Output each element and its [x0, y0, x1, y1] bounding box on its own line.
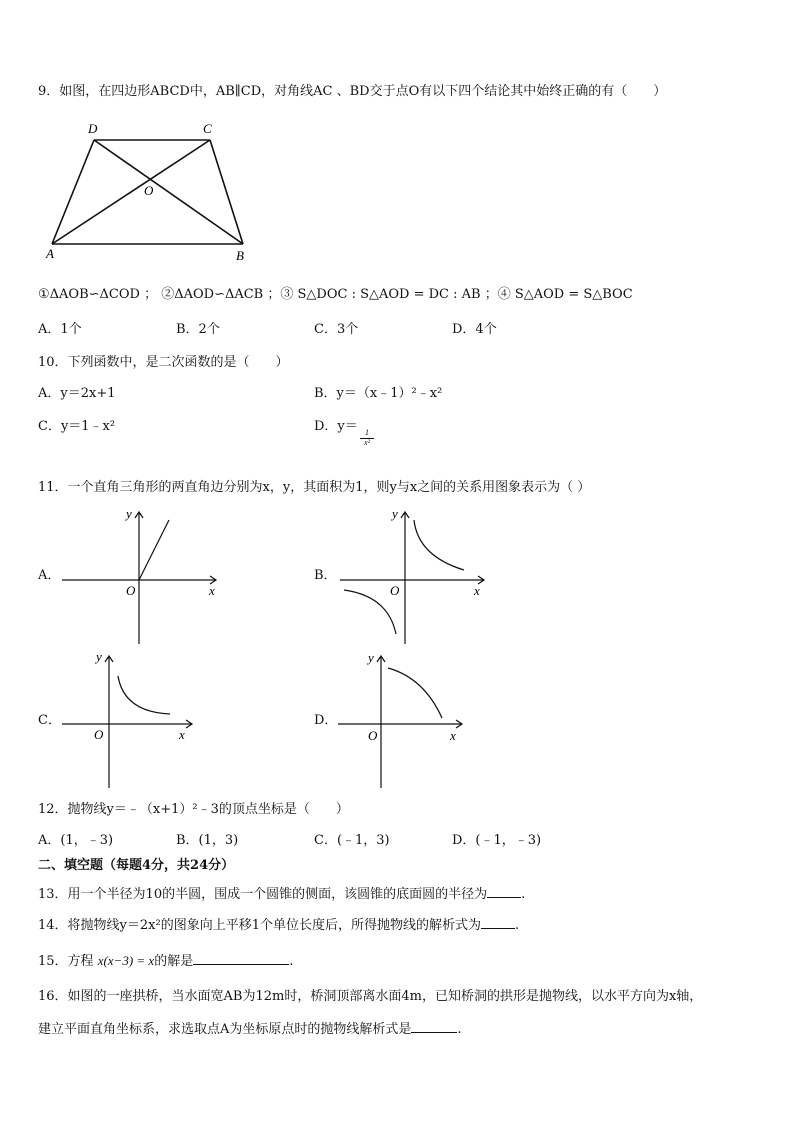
y-axis-label: y [96, 649, 102, 664]
q12-option-d: D．(﹣1，﹣3) [452, 833, 542, 848]
fraction-denominator: x² [364, 437, 370, 447]
q11-option-a: A． [38, 568, 61, 583]
origin-label: O [126, 583, 136, 598]
q14-end: . [514, 918, 520, 933]
q15-end: . [289, 954, 294, 969]
q15-line [38, 952, 293, 970]
graph-line [139, 520, 169, 580]
q11-stem: 11．一个直角三角形的两直角边分别为x，y，其面积为1，则y与x之间的关系用图象表示为（ ） [38, 480, 591, 495]
label-b: B [236, 248, 244, 263]
x-axis-label: x [474, 583, 480, 598]
x-axis-label: x [450, 728, 456, 743]
q9-statements: ①ΔAOB∽ΔCOD ； ②ΔAOD∽ΔACB ；③ S△DOC : S△AOD = DC : AB ；④ S△AOD = S△BOC [38, 287, 633, 302]
hyperbola-branch-left [344, 590, 396, 634]
q15-prefix: 15．方程 [38, 954, 94, 969]
section-heading: 二、填空题（每题4分，共24分） [38, 858, 235, 873]
q11-graph-a [60, 504, 230, 646]
q14-answer-blank[interactable] [481, 916, 515, 929]
q9-option-a: A．1个 [38, 322, 82, 337]
label-c: C [203, 121, 212, 136]
diagonal-bd [94, 140, 243, 244]
label-d: D [88, 121, 98, 136]
segment-bc [210, 140, 243, 244]
q11-graph-b [338, 504, 498, 646]
q15-answer-blank[interactable] [193, 952, 289, 965]
y-axis-label: y [392, 506, 398, 521]
q9-option-b: B．2个 [176, 322, 220, 337]
q16-answer-blank[interactable] [411, 1020, 457, 1033]
diagonal-ac [52, 140, 210, 244]
q15-equation: x(x−3) = x [97, 953, 155, 968]
q12-option-c: C．(﹣1，3) [314, 833, 390, 848]
q12-option-b: B．(1，3) [176, 833, 239, 848]
origin-label: O [94, 727, 104, 742]
q14-line [38, 916, 519, 934]
hyperbola-branch-right [414, 520, 464, 570]
q9-quadrilateral-figure [38, 118, 258, 266]
q9-stem: 9．如图，在四边形ABCD中，AB∥CD，对角线AC 、BD交于点O有以下四个结论其中始终正确的有（ ） [38, 84, 667, 99]
q10-option-d-fraction [360, 429, 374, 448]
q11-option-b: B． [314, 568, 337, 583]
q16-line2-wrap [38, 1020, 462, 1038]
q10-option-c: C．y＝1﹣x² [38, 419, 116, 434]
label-a: A [46, 246, 54, 261]
q9-option-d: D．4个 [452, 322, 497, 337]
origin-label: O [390, 583, 400, 598]
y-axis-label: y [126, 506, 132, 521]
q13-text: 13．用一个半径为10的半圆，围成一个圆锥的侧面，该圆锥的底面圆的半径为 [38, 887, 488, 902]
q13-line [38, 885, 525, 903]
q13-answer-blank[interactable] [487, 885, 521, 898]
origin-label: O [368, 728, 378, 743]
y-axis-label: y [368, 650, 374, 665]
q16-end: . [457, 1022, 462, 1037]
x-axis-label: x [209, 583, 215, 598]
q14-text: 14．将抛物线y＝2x²的图象向上平移1个单位长度后，所得抛物线的解析式为 [38, 918, 481, 933]
q16-line1: 16．如图的一座拱桥，当水面宽AB为12m时，桥洞顶部离水面4m，已知桥洞的拱形是抛物线，以水平方向为x轴， [38, 989, 703, 1004]
x-axis-label: x [179, 727, 185, 742]
q13-end: . [521, 887, 526, 902]
hyperbola-branch-first-quadrant [118, 676, 170, 714]
q10-option-d: D．y＝ [314, 419, 358, 434]
q15-suffix: 的解是 [154, 954, 194, 969]
segment-da [52, 140, 94, 244]
q11-graph-c [60, 648, 200, 790]
q12-stem: 12．抛物线y＝﹣（x+1）²﹣3的顶点坐标是（ ） [38, 802, 349, 817]
q11-graph-d [336, 648, 476, 790]
q11-option-c: C． [38, 713, 61, 728]
label-o: O [144, 183, 154, 198]
downward-curve [388, 668, 442, 718]
fraction-numerator: 1 [365, 428, 369, 437]
q12-option-a: A．(1，﹣3) [38, 833, 114, 848]
q9-option-c: C．3个 [314, 322, 359, 337]
q10-option-b: B．y＝（x﹣1）²﹣x² [314, 386, 443, 401]
q10-option-a: A．y＝2x+1 [38, 386, 116, 401]
q11-option-d: D． [314, 713, 338, 728]
q16-line2: 建立平面直角坐标系，求选取点A为坐标原点时的抛物线解析式是 [38, 1022, 412, 1037]
q10-stem: 10．下列函数中，是二次函数的是（ ） [38, 355, 289, 370]
